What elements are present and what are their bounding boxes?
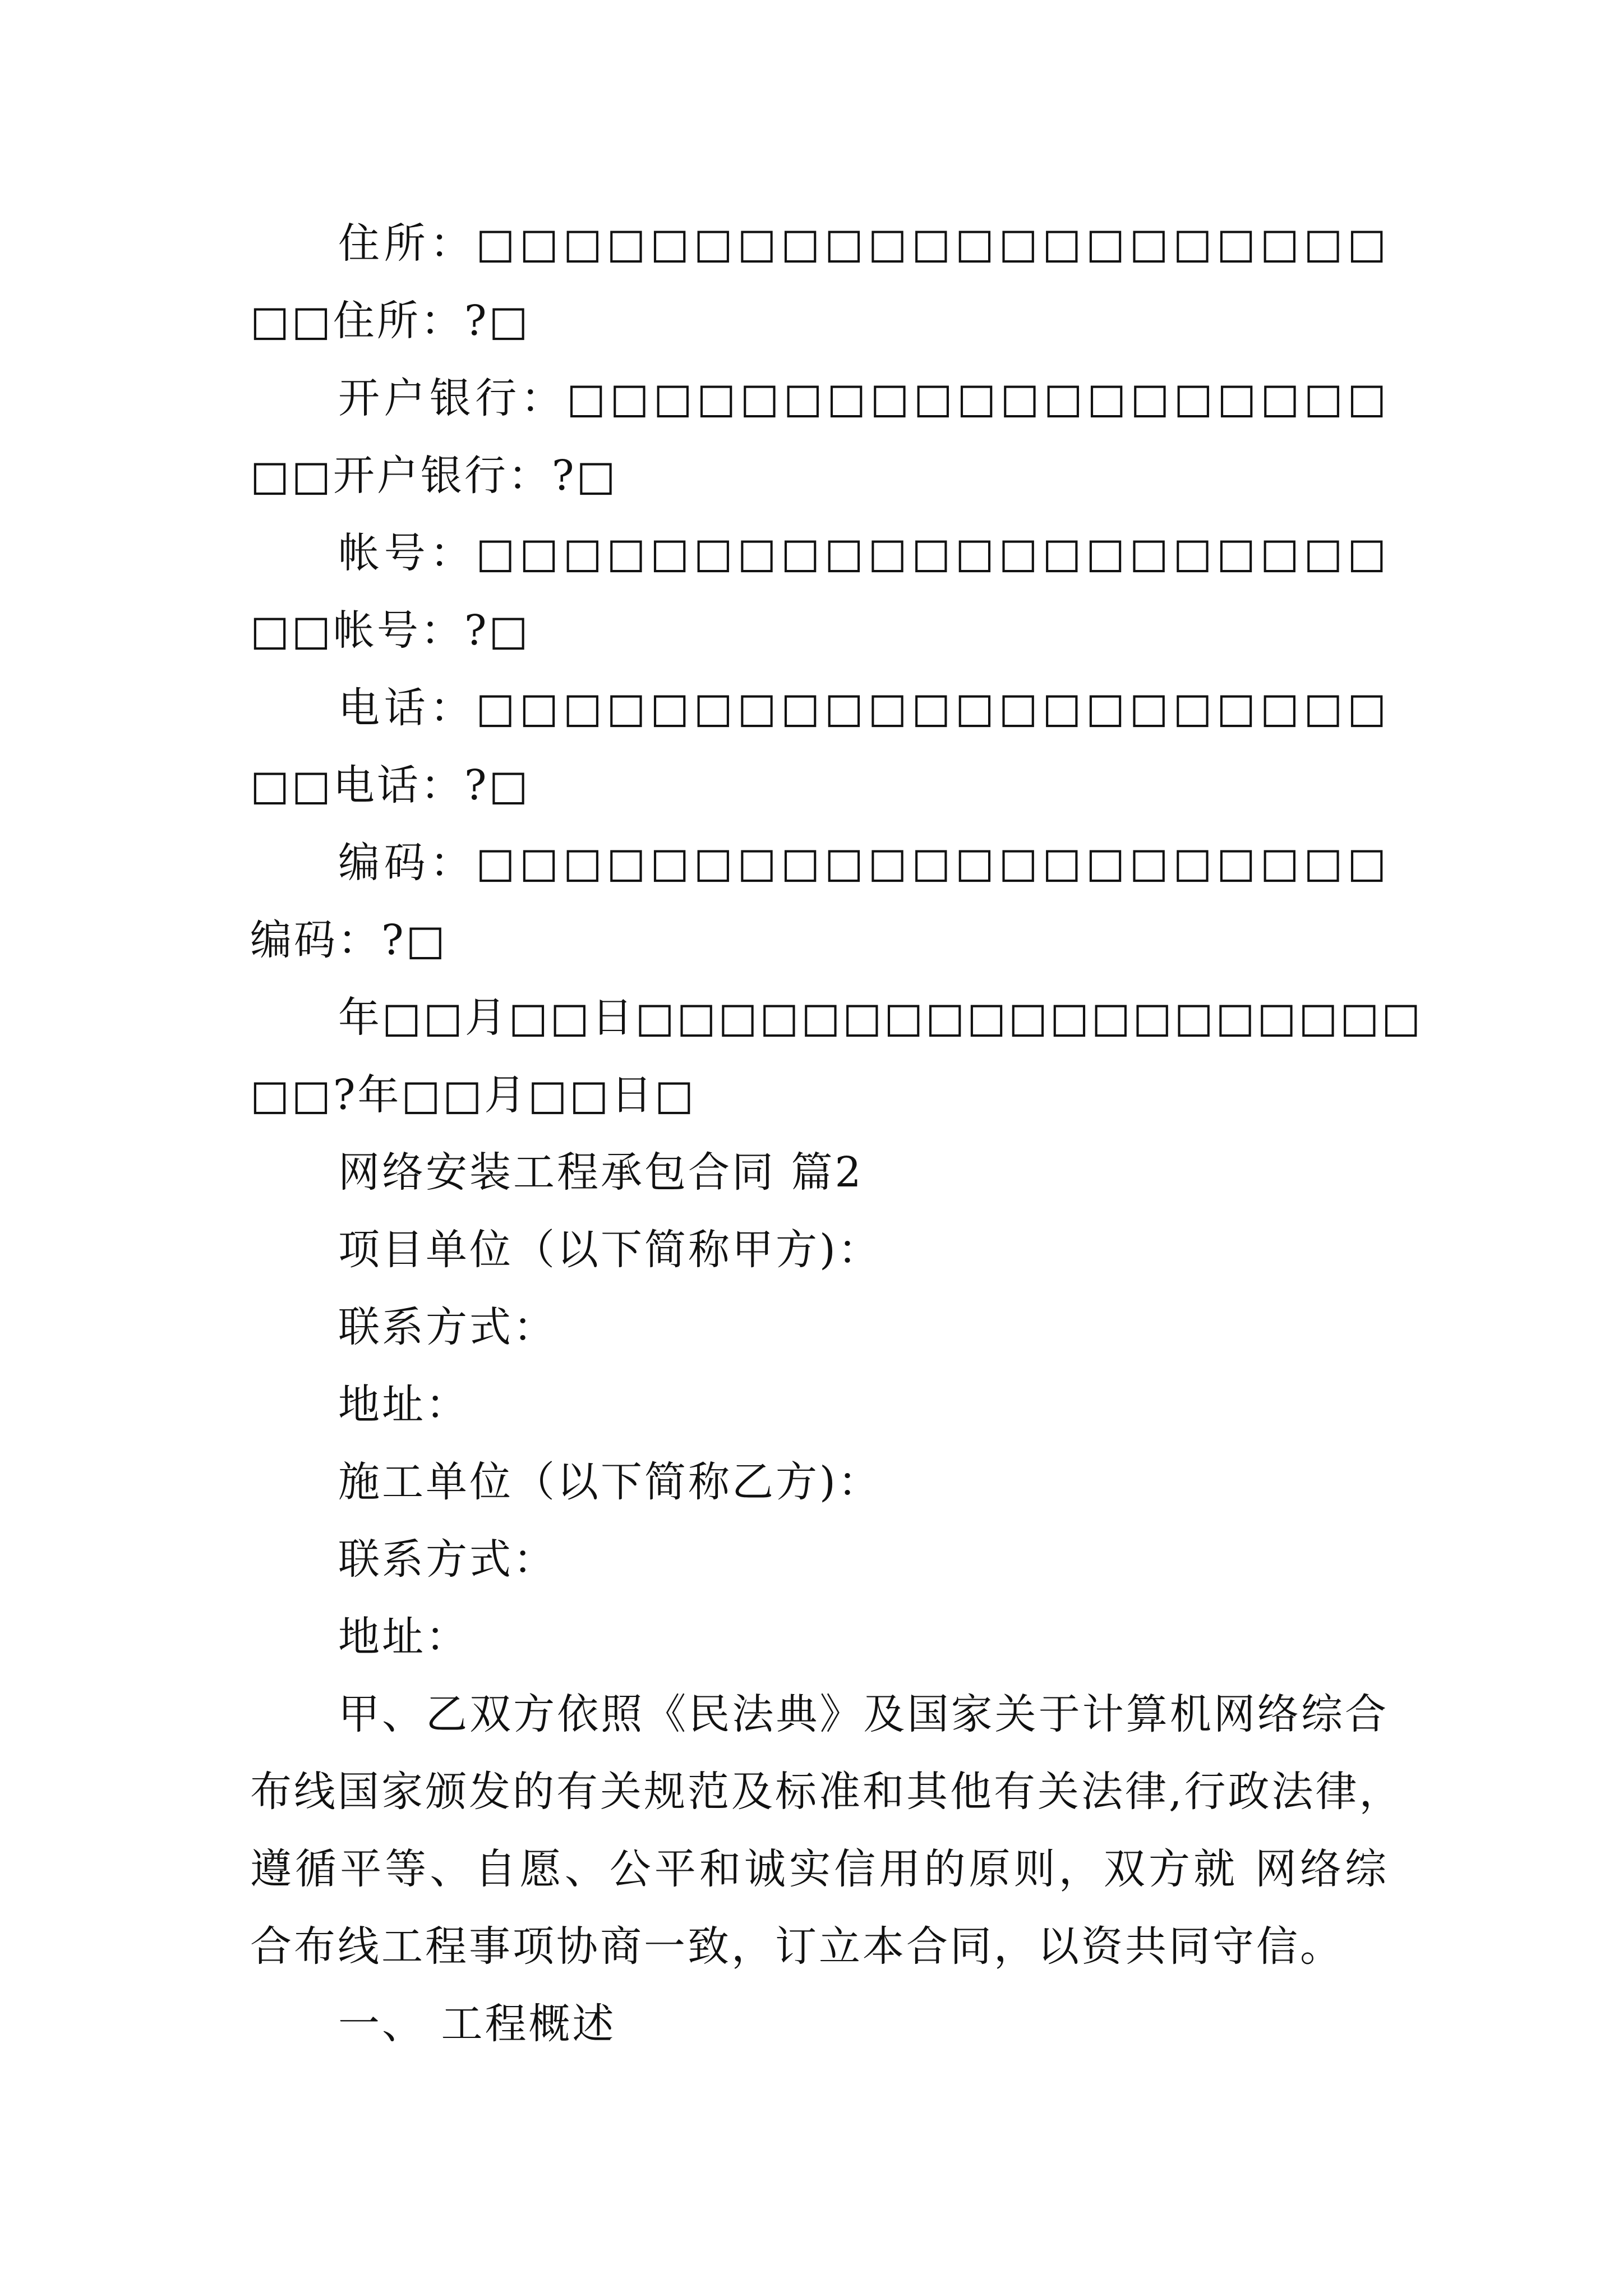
account-line-continued: □□帐号：?□ bbox=[250, 606, 531, 655]
phone-line: 电话：□□□□□□□□□□□□□□□□□□□□□ bbox=[338, 684, 1389, 732]
party-a-contact-label: 联系方式： bbox=[338, 1303, 557, 1351]
postal-code-line: 编码：□□□□□□□□□□□□□□□□□□□□□ bbox=[338, 839, 1389, 887]
project-overview-heading: 一、 工程概述 bbox=[338, 2000, 616, 2048]
date-line: 年□□月□□日□□□□□□□□□□□□□□□□□□□ bbox=[338, 993, 1423, 1042]
agreement-paragraph-line-1: 甲、乙双方依照《民法典》及国家关于计算机网络综合 bbox=[338, 1690, 1389, 1738]
agreement-paragraph-line-3: 遵循平等、自愿、公平和诚实信用的原则，双方就 网络综 bbox=[250, 1845, 1389, 1893]
party-b-contact-label: 联系方式： bbox=[338, 1535, 557, 1584]
party-a-address-label: 地址： bbox=[338, 1381, 469, 1429]
bank-line: 开户银行：□□□□□□□□□□□□□□□□□□□ bbox=[338, 374, 1389, 422]
party-a-label: 项目单位（以下简称甲方)： bbox=[338, 1226, 882, 1274]
agreement-paragraph-line-2: 布线国家颁发的有关规范及标准和其他有关法律,行政法律， bbox=[250, 1768, 1403, 1816]
party-b-address-label: 地址： bbox=[338, 1613, 469, 1661]
agreement-paragraph-line-4: 合布线工程事项协商一致，订立本合同，以资共同守信。 bbox=[250, 1922, 1344, 1971]
address-line-continued: □□住所：?□ bbox=[250, 297, 531, 345]
contract-section-title: 网络安装工程承包合同 篇2 bbox=[338, 1148, 864, 1197]
date-line-continued: □□?年□□月□□日□ bbox=[250, 1071, 697, 1119]
bank-line-continued: □□开户银行：?□ bbox=[250, 452, 618, 500]
phone-line-continued: □□电话：?□ bbox=[250, 761, 531, 809]
address-line: 住所：□□□□□□□□□□□□□□□□□□□□□ bbox=[338, 219, 1389, 268]
account-line: 帐号：□□□□□□□□□□□□□□□□□□□□□ bbox=[338, 529, 1389, 577]
party-b-label: 施工单位（以下简称乙方)： bbox=[338, 1458, 882, 1506]
postal-code-line-continued: 编码：?□ bbox=[250, 916, 448, 964]
